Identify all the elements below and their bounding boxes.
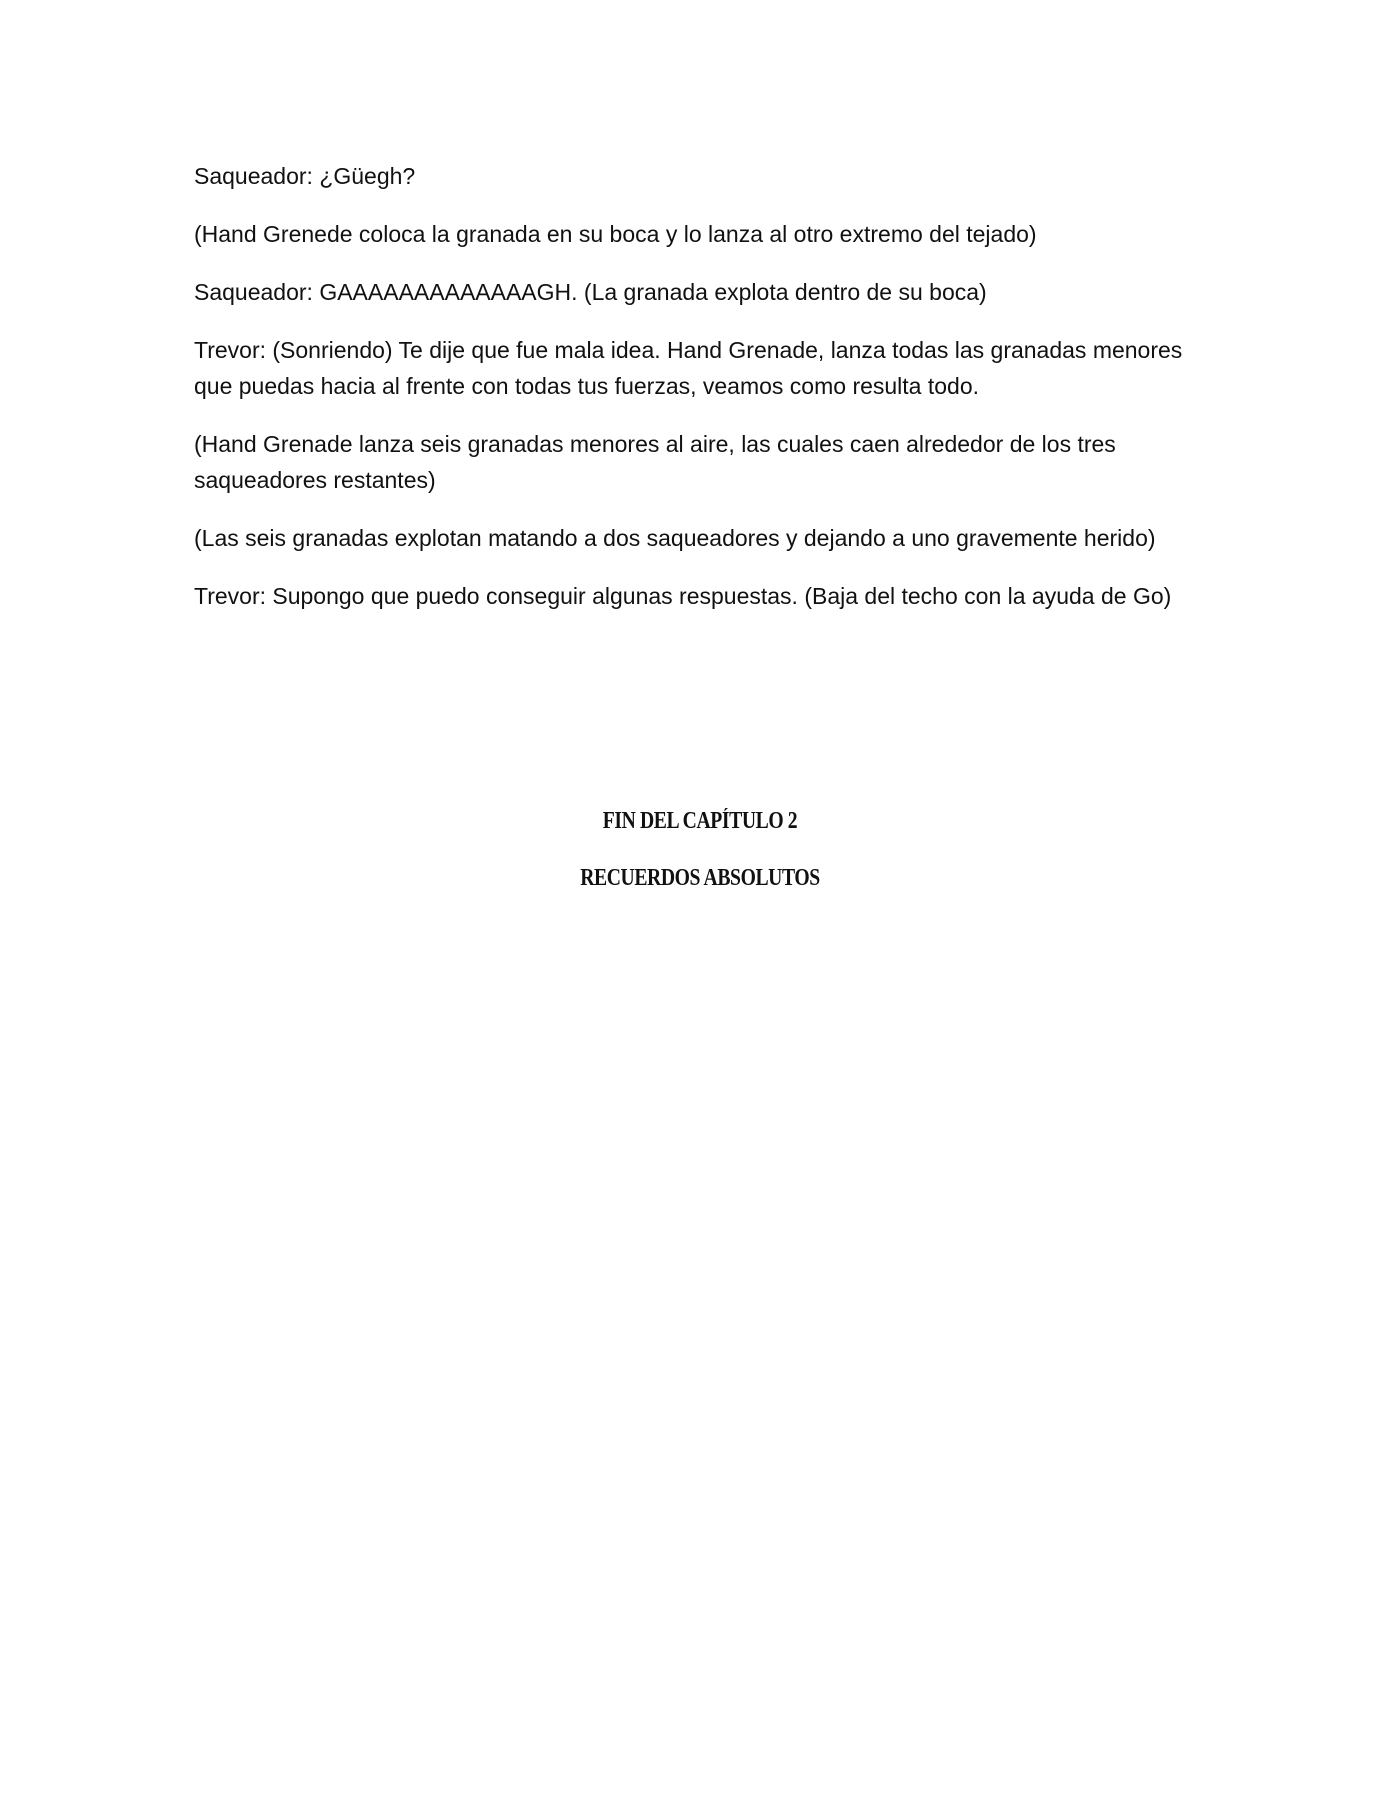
paragraph: Trevor: (Sonriendo) Te dije que fue mala idea. Hand Grenade, lanza todas las granadas menores que puedas hacia al frente con todas tus fuerzas, veamos como resulta todo.: [194, 337, 1183, 399]
paragraph: Saqueador: GAAAAAAAAAAAAAGH. (La granada explota dentro de su boca): [194, 279, 987, 305]
chapter-end-heading: FIN DEL CAPÍTULO 2: [602, 808, 798, 834]
chapter-footer: [0, 808, 1400, 922]
next-chapter-title: RECUERDOS ABSOLUTOS: [580, 865, 820, 891]
paragraph: (Las seis granadas explotan matando a dos saqueadores y dejando a uno gravemente herido): [194, 525, 1156, 551]
paragraph: (Hand Grenede coloca la granada en su boca y lo lanza al otro extremo del tejado): [194, 221, 1037, 247]
paragraph: Saqueador: ¿Güegh?: [194, 163, 416, 189]
dialogue-body: [194, 158, 1214, 636]
paragraph: (Hand Grenade lanza seis granadas menores al aire, las cuales caen alrededor de los tres saqueadores restantes): [194, 431, 1116, 493]
paragraph: Trevor: Supongo que puedo conseguir algunas respuestas. (Baja del techo con la ayuda de Go): [194, 583, 1172, 609]
